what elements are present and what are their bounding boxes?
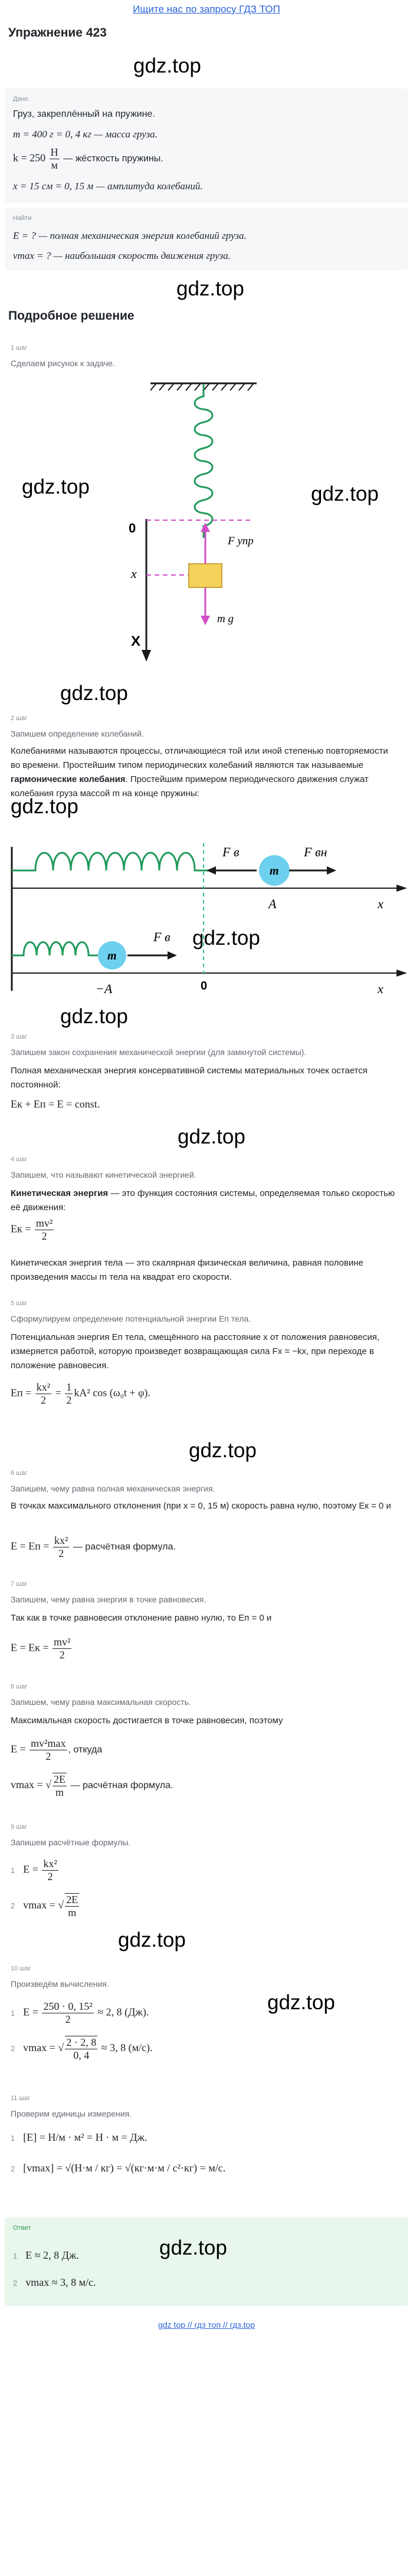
fig2-origin-label: 0	[201, 980, 208, 993]
find-tag: Найти	[13, 215, 32, 222]
given-intro: Груз, закреплённый на пружине.	[13, 109, 155, 119]
step-7-formula: E = Eк = $\frac{\text{mv²}}{2}$	[11, 1636, 71, 1661]
step-3-formula: Eк + Eп = E = const.	[11, 1098, 100, 1110]
step-2-tag: 2 шаг	[11, 715, 28, 722]
step-11-formula-1: 1 [E] = Н/м · м² = Н · м = Дж.	[11, 2131, 148, 2143]
given-stiffness: k = 250 $\frac{Н}{м}$ — жёсткость пружины.	[13, 146, 163, 171]
watermark: gdz.top	[60, 1005, 128, 1028]
answer-speed: 2 vmax ≈ 3, 8 м/с.	[13, 2276, 96, 2288]
step-6-paragraph: В точках максимального отклонения (при x = 0, 15 м) скорость равна нулю, поэтому Eк = 0 и	[11, 1501, 391, 1511]
fig2-mass-label-bottom: m	[107, 949, 117, 962]
fig2-external-force: F вн	[304, 845, 327, 859]
fig2-restoring-force-bottom: F в	[153, 929, 171, 944]
step-2-paragraph: Колебаниями называются процессы, отличающиеся той или иной степенью повторяемости во времени. Простейшим типом периодических колебаний являются так называемые гармонические колебания. Простейшим примером периодического движения служат колебания груза массой m на конце пружины:	[11, 746, 388, 799]
watermark: gdz.top	[176, 277, 244, 300]
step-9-note: Запишем расчётные формулы.	[11, 1838, 131, 1847]
step-8-note: Запишем, чему равна максимальная скорость.	[11, 1697, 191, 1707]
find-speed: vmax = ? — наибольшая скорость движения груза.	[13, 250, 231, 261]
step-11-formula-2: 2 [vmax] = √(Н·м / кг) = √(кг·м·м / с²·кг) = м/с.	[11, 2162, 226, 2174]
answer-energy: 1 E ≈ 2, 8 Дж.	[13, 2249, 79, 2261]
fig2-minus-amplitude-label: −A	[96, 981, 113, 996]
step-8-paragraph: Максимальная скорость достигается в точке равновесия, поэтому	[11, 1716, 283, 1726]
watermark: gdz.top	[60, 682, 128, 705]
step-5-paragraph: Потенциальная энергия Eп тела, смещённого на расстояние x от положения равновесия, измеряется работой, которую произведет возвращающая сила Fx = −kx, при переходе в положение равновесия.	[11, 1332, 380, 1371]
step-10-formula-2: 2 vmax = √ $\frac{2 \cdot 2, 8}{0, 4}$ ≈ 3, 8 (м/с).	[11, 2036, 153, 2061]
step-10-note: Произведём вычисления.	[11, 1979, 109, 1989]
footer	[0, 2320, 413, 2329]
step-5-formula: Eп = $\frac{\text{kx²}}{2}$ = $\frac{1}{2}$ kA² cos (ω₀t + φ).	[11, 1381, 150, 1406]
step-3-paragraph: Полная механическая энергия консервативной системы материальных точек остается постоянной:	[11, 1066, 368, 1090]
step-3-note: Запишем закон сохранения механической энергии (для замкнутой системы).	[11, 1047, 307, 1057]
step-8-formula-2: vmax = √ $\frac{2E}{m}$ — расчётная формула.	[11, 1773, 173, 1798]
top-search-link[interactable]: Ищите нас по запросу ГДЗ ТОП	[133, 4, 280, 15]
step-5-note: Сформулируем определение потенциальной энергии Eп тела.	[11, 1314, 251, 1323]
step-6-note: Запишем, чему равна полная механическая энергия.	[11, 1484, 215, 1493]
answer-tag: Ответ	[13, 2225, 31, 2232]
step-1-text: Сделаем рисунок к задаче.	[11, 359, 115, 368]
fig2-x-label-bottom: x	[378, 981, 384, 996]
fig2-restoring-force-top: F в	[222, 845, 240, 859]
step-11-note: Проверим единицы измерения.	[11, 2109, 132, 2118]
step-11-tag: 11 шаг	[11, 2095, 31, 2102]
watermark: gdz.top	[118, 1928, 186, 1951]
watermark: gdz.top	[192, 926, 260, 949]
watermark: gdz.top	[22, 475, 90, 498]
fig2-x-label-top: x	[378, 896, 384, 911]
step-9-tag: 9 шаг	[11, 1823, 28, 1831]
given-mass: m = 400 г = 0, 4 кг — масса груза.	[13, 129, 158, 140]
watermark: gdz.top	[178, 1125, 245, 1148]
watermark: gdz.top	[133, 54, 201, 77]
step-7-tag: 7 шаг	[11, 1581, 28, 1588]
given-tag: Дано	[13, 96, 28, 103]
fig2-mass-label-top: m	[270, 865, 279, 878]
step-1-tag: 1 шаг	[11, 344, 28, 351]
given-card	[5, 88, 408, 203]
step-8-tag: 8 шаг	[11, 1683, 28, 1690]
find-energy: E = ? — полная механическая энергия колебаний груза.	[13, 230, 247, 241]
find-card	[5, 208, 408, 270]
step-6-formula: E = Eп = $\frac{\text{kx²}}{2}$ — расчётная формула.	[11, 1535, 176, 1559]
spring-horizontal-figure	[0, 832, 413, 997]
step-4-formula: Eк = $\frac{\text{mv²}}{2}$	[11, 1217, 53, 1242]
fig1-x-label: x	[131, 566, 137, 581]
given-amplitude: x = 15 см = 0, 15 м — амплитуда колебаний.	[13, 180, 203, 192]
step-4-paragraph-2: Кинетическая энергия тела — это скалярная физическая величина, равная половине произведения массы m тела на квадрат его скорости.	[11, 1258, 363, 1282]
step-8-formula-1: E = $\frac{\text{mv²max}}{2}$ , откуда	[11, 1737, 103, 1762]
step-5-tag: 5 шаг	[11, 1300, 28, 1307]
footer-link[interactable]: gdz top // гдз топ // гдз.top	[158, 2320, 255, 2329]
watermark: gdz.top	[11, 795, 78, 818]
page-title: Упражнение 423	[8, 26, 107, 40]
watermark: gdz.top	[189, 1439, 257, 1462]
step-6-tag: 6 шаг	[11, 1470, 28, 1477]
top-search-hint	[0, 4, 413, 15]
fig1-elastic-force-label: F упр	[228, 535, 254, 547]
step-10-formula-1: 1 E = $\frac{\text{250 · 0, 15²}}{2}$ ≈ 2, 8 (Дж).	[11, 2000, 149, 2025]
step-10-tag: 10 шаг	[11, 1965, 31, 1972]
step-4-note: Запишем, что называют кинетической энергией.	[11, 1170, 196, 1179]
watermark: gdz.top	[267, 1991, 335, 2014]
step-3-tag: 3 шаг	[11, 1033, 28, 1040]
step-7-paragraph: Так как в точке равновесия отклонение равно нулю, то Eп = 0 и	[11, 1613, 272, 1623]
fig2-amplitude-label: A	[268, 896, 277, 911]
step-2-note: Запишем определение колебаний.	[11, 729, 144, 738]
spring-vertical-figure	[0, 377, 413, 684]
fig1-gravity-label: m g	[217, 613, 234, 625]
step-9-formula-2: 2 vmax = √ $\frac{2E}{m}$	[11, 1894, 78, 1918]
answer-card	[5, 2217, 408, 2306]
watermark: gdz.top	[311, 482, 379, 505]
step-9-formula-1: 1 E = $\frac{\text{kx²}}{2}$	[11, 1858, 57, 1882]
fig1-origin-label: 0	[129, 521, 136, 535]
watermark: gdz.top	[159, 2236, 227, 2259]
step-7-note: Запишем, чему равна энергия в точке равновесия.	[11, 1595, 206, 1604]
solution-title: Подробное решение	[8, 309, 135, 323]
step-4-tag: 4 шаг	[11, 1156, 28, 1163]
step-4-paragraph-1: Кинетическая энергия — это функция состояния системы, определяемая только скоростью её движения:	[11, 1188, 395, 1213]
fig1-axis-label: X	[131, 633, 141, 649]
